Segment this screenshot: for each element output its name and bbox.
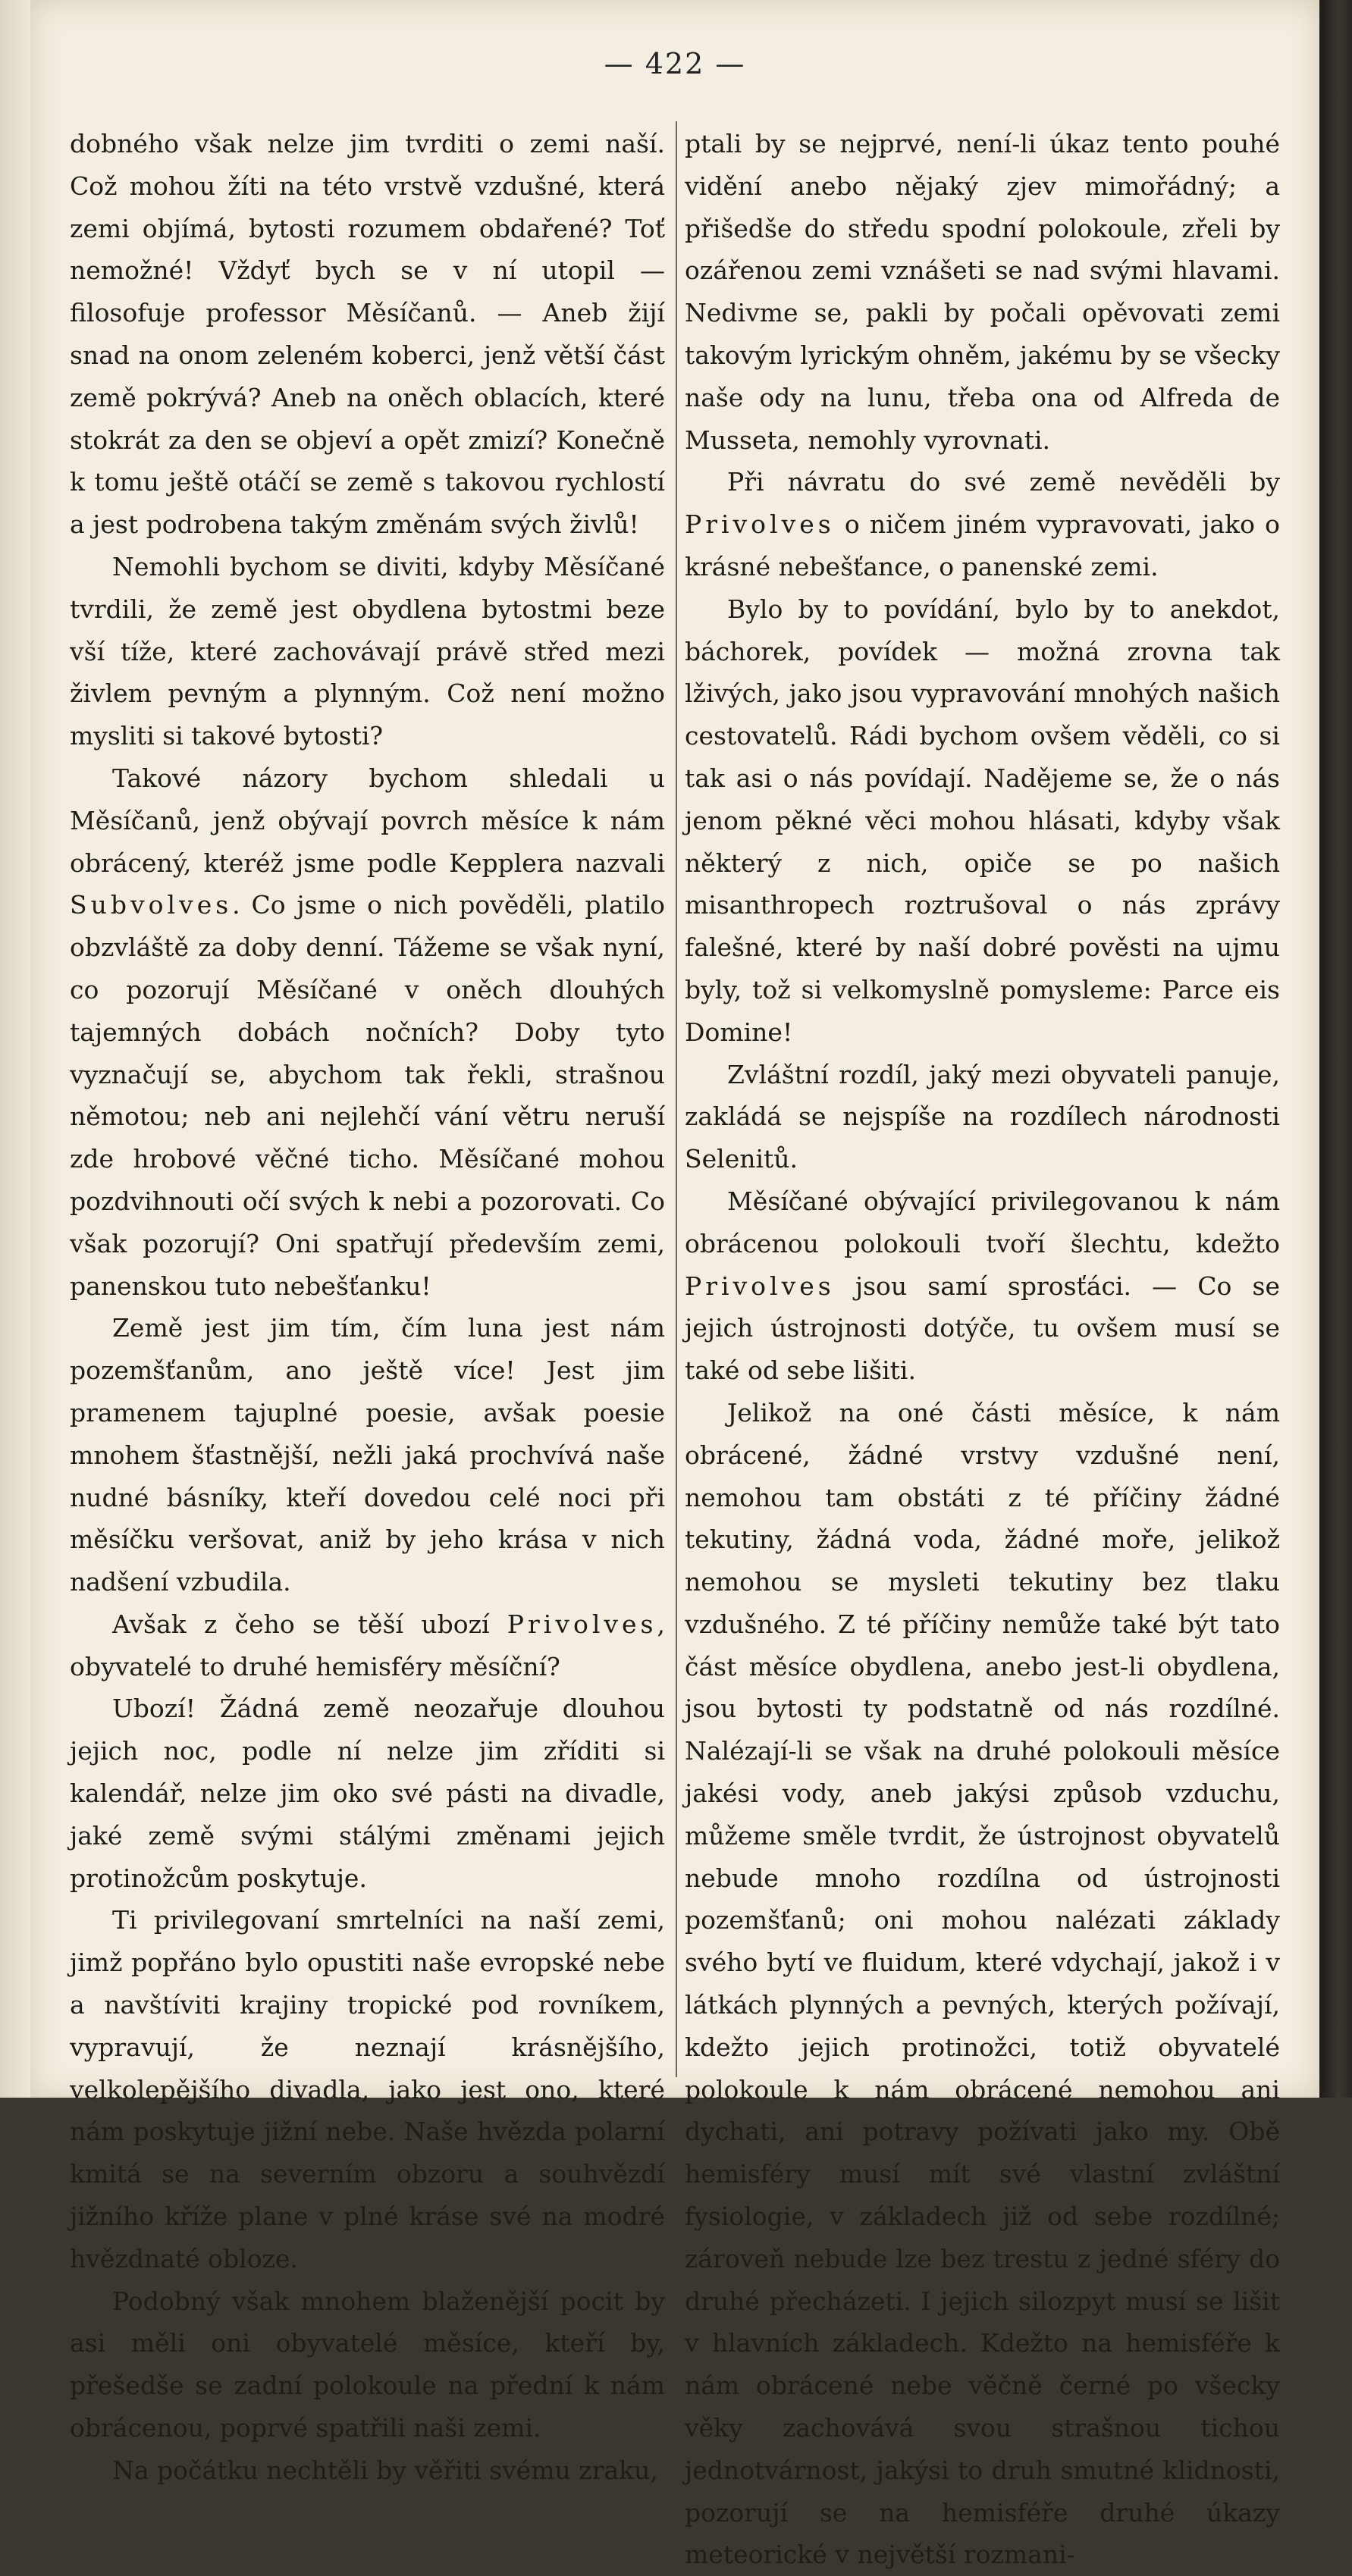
paragraph-text: , obyvatelé to druhé hemisféry měsíční? bbox=[70, 1609, 665, 1681]
spaced-term: Privolves bbox=[507, 1609, 657, 1639]
paragraph bbox=[70, 1603, 665, 1688]
page-number: — 422 — bbox=[604, 47, 746, 80]
paragraph: ptali by se nejprvé, není-li úkaz tento pouhé vidění anebo nějaký zjev mimořádný; a přišedše do středu spodní polokoule, zřeli by ozářenou zemi vznášeti se nad svými hlavami. Nedivme se, pakli by počali opěvovati zemi takovým lyrickým ohněm, jakému by se všecky naše ody na lunu, třeba ona od Alfreda de Musseta, nemohly vyrovnati. bbox=[685, 129, 1280, 455]
paragraph bbox=[70, 757, 665, 1307]
paragraph: Ubozí! Žádná země neozařuje dlouhou jejich noc, podle ní nelze jim zříditi si kalendář, nelze jim oko své pásti na divadle, jaké země svými stálými změnami jejich protinožcům poskytuje. bbox=[70, 1694, 665, 1893]
paragraph bbox=[685, 1180, 1280, 1392]
paragraph: Ti privilegovaní smrtelníci na naší zemi, jimž popřáno bylo opustiti naše evropské nebe a navštíviti krajiny tropické pod rovníkem, vypravují, že neznají krásnějšího, velkolepějšího divadla, jako jest ono, které nám poskytuje jižní nebe. Naše hvězda polarní kmitá se na severním obzoru a souhvězdí jižního kříže plane v plné kráse své na modré hvězdnaté obloze. bbox=[70, 1905, 665, 2274]
paragraph bbox=[685, 461, 1280, 588]
spaced-term: Subvolves bbox=[70, 890, 233, 920]
paragraph: dobného však nelze jim tvrditi o zemi naší. Což mohou žíti na této vrstvě vzdušné, která zemi objímá, bytosti rozumem obdařené? Toť nemožné! Vždyť bych se v ní utopil — filosofuje professor Měsíčanů. — Aneb žijí snad na onom zeleném koberci, jenž větší část země pokrývá? Aneb na oněch oblacích, které stokrát za den se objeví a opět zmizí? Konečně k tomu ještě otáčí se země s takovou rychlostí a jest podrobena takým změnám svých živlů! bbox=[70, 129, 665, 540]
paragraph: Podobný však mnohem blaženější pocit by asi měli oni obyvatelé měsíce, kteří by, přešedše se zadní polokoule na přední k nám obrácenou, poprvé spatřili naši zemi. bbox=[70, 2286, 665, 2443]
spaced-term: Privolves bbox=[685, 1271, 835, 1301]
right-column bbox=[685, 123, 1280, 2570]
paragraph: Země jest jim tím, čím luna jest nám pozemšťanům, ano ještě více! Jest jim pramenem tajuplné poesie, avšak poesie mnohem šťastnější, nežli jaká prochvívá naše nudné básníky, kteří dovedou celé noci při měsíčku veršovat, aniž by jeho krása v nich nadšení vzbudila. bbox=[70, 1313, 665, 1597]
paragraph-text: o ničem jiném vypravovati, jako o krásné nebešťance, o panenské zemi. bbox=[685, 509, 1280, 581]
paragraph: Jelikož na oné části měsíce, k nám obrácené, žádné vrstvy vzdušné není, nemohou tam obstáti z té příčiny žádné tekutiny, žádná voda, žádné moře, jelikož nemohou se mysleti tekutiny bez tlaku vzdušného. Z té příčiny nemůže také být tato část měsíce obydlena, anebo jest-li obydlena, jsou bytosti ty podstatně od nás rozdílné. Nalézají-li se však na druhé polokouli měsíce jakési vody, aneb jakýsi způsob vzduchu, můžeme směle tvrdit, že ústrojnost obyvatelů nebude mnoho rozdílna od ústrojnosti pozemšťanů; oni mohou nalézati základy svého bytí ve fluidum, které vdychají, jakož i v látkách plynných a pevných, kterých požívají, kdežto jejich protinožci, totiž obyvatelé polokoule k nám obrácené nemohou ani dychati, ani potravy požívati jako my. Obě hemisféry musí mít své vlastní zvláštní fysiologie, v základech již od sebe rozdílné; zároveň nebude lze bez trestu z jedné sféry do druhé přecházeti. I jejich silozpyt musí se lišit v hlavních základech. Kdežto na hemisféře k nám obrácené nebe věčně černé po všecky věky zachovává svou strašnou tichou jednotvárnost, jakýsi to druh smutné klidnosti, pozorují se na hemisféře druhé úkazy meteorické v největší rozmani- bbox=[685, 1397, 1280, 2570]
paragraph-text: Takové názory bychom shledali u Měsíčanů, jenž obývají povrch měsíce k nám obrácený, kteréž jsme podle Kepplera nazvali bbox=[70, 763, 665, 878]
paragraph-text: Avšak z čeho se těší ubozí bbox=[112, 1609, 507, 1639]
paragraph-text: Měsíčané obývající privilegovanou k nám obrácenou polokouli tvoří šlechtu, kdežto bbox=[685, 1186, 1280, 1258]
paragraph: Zvláštní rozdíl, jaký mezi obyvateli panuje, zakládá se nejspíše na rozdílech národnosti Selenitů. bbox=[685, 1059, 1280, 1174]
paragraph-text: jsou samí sprosťáci. — Co se jejich ústrojnosti dotýče, tu ovšem musí se také od sebe lišiti. bbox=[685, 1271, 1280, 1386]
spaced-term: Privolves bbox=[685, 509, 835, 540]
left-column bbox=[70, 123, 665, 2485]
paragraph-text: Při návratu do své země nevěděli by bbox=[727, 467, 1280, 497]
paragraph: Bylo by to povídání, bylo by to anekdot, báchorek, povídek — možná zrovna tak lživých, jako jsou vypravování mnohých našich cestovatelů. Rádi bychom ovšem věděli, co si tak asi o nás povídají. Nadějeme se, že o nás jenom pěkné věci mohou hlásati, kdyby však některý z nich, opiče se po našich misanthropech roztrušoval o nás zprávy falešné, které by naší dobré pověsti na ujmu byly, tož si velkomyslně pomysleme: Parce eis Domine! bbox=[685, 594, 1280, 1047]
column-divider bbox=[676, 121, 677, 2077]
document-page bbox=[30, 0, 1319, 2570]
paragraph: Nemohli bychom se diviti, kdyby Měsíčané tvrdili, že země jest obydlena bytostmi beze vší tíže, které zachovávají právě střed mezi živlem pevným a plynným. Což není možno mysliti si takové bytosti? bbox=[70, 551, 665, 751]
paragraph: Na počátku nechtěli by věřiti svému zraku, bbox=[112, 2455, 658, 2485]
page-gutter-edge bbox=[0, 0, 30, 2098]
scan-border bbox=[1319, 0, 1352, 2098]
paragraph-text: . Co jsme o nich pověděli, platilo obzvláště za doby denní. Tážeme se však nyní, co pozorují Měsíčané v oněch dlouhých tajemných dobách nočních? Doby tyto vyznačují se, abychom tak řekli, strašnou němotou; neb ani nejlehčí vání větru neruší zde hrobové věčné ticho. Měsíčané mohou pozdvihnouti očí svých k nebi a pozorovati. Co však pozorují? Oni spatřují především zemi, panenskou tuto nebešťanku! bbox=[70, 890, 665, 1301]
